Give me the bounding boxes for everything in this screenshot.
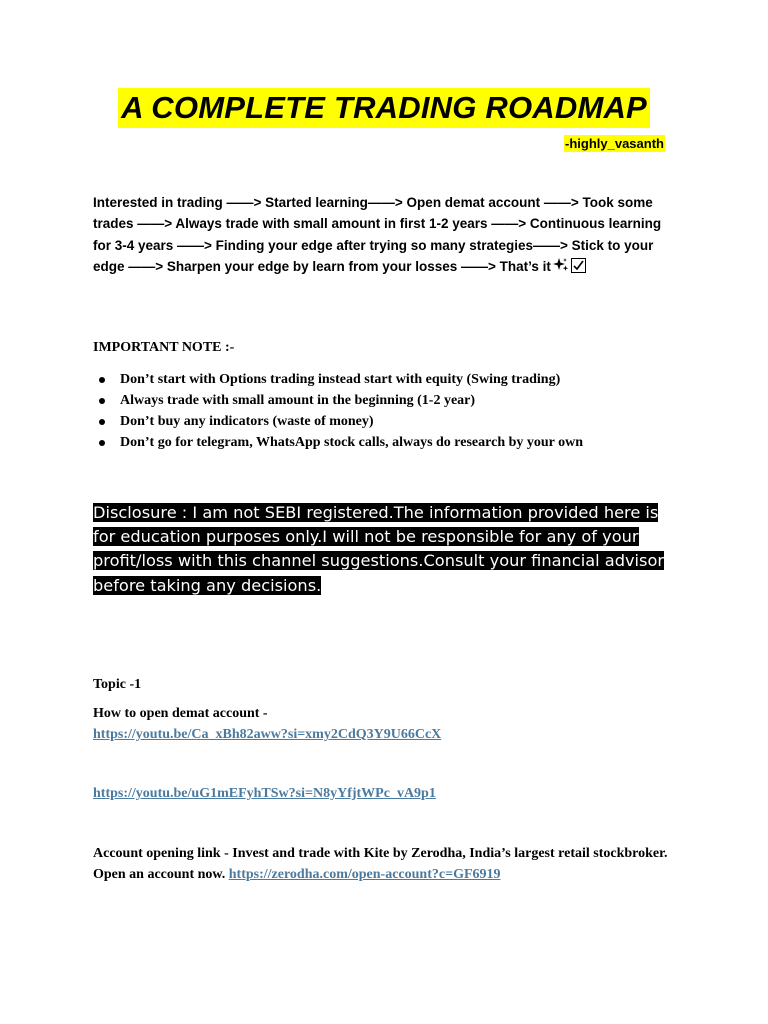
sparkles-icon xyxy=(553,257,569,279)
note-text: Don’t start with Options trading instead start with equity (Swing trading) xyxy=(120,372,561,387)
disclosure-text: Disclosure : I am not SEBI registered.The information provided here is for education purposes only.I will not be responsible for any of your profit/loss with this channel suggestions.Consult your financial advisor before taking any decisions. xyxy=(93,503,665,595)
bullet-icon xyxy=(99,419,105,425)
bullet-icon xyxy=(99,377,105,383)
note-text: Don’t buy any indicators (waste of money) xyxy=(120,414,374,429)
list-item xyxy=(93,432,693,453)
howto-heading: How to open demat account - xyxy=(93,706,268,721)
important-notes-list xyxy=(93,369,693,453)
account-opening-text: Account opening link - Invest and trade with Kite by Zerodha, India’s largest retail stockbroker. Open an account now. xyxy=(93,846,668,882)
zerodha-account-link[interactable]: https://zerodha.com/open-account?c=GF6919 xyxy=(228,866,501,882)
list-item xyxy=(93,411,693,432)
topic-heading: Topic -1 xyxy=(93,677,142,692)
author-label: -highly_vasanth xyxy=(565,136,664,151)
disclosure-block xyxy=(93,501,673,598)
note-text: Always trade with small amount in the beginning (1-2 year) xyxy=(120,393,476,408)
page-title: A COMPLETE TRADING ROADMAP xyxy=(118,88,650,128)
important-note-heading: IMPORTANT NOTE :- xyxy=(93,340,235,355)
youtube-link-1[interactable]: https://youtu.be/Ca_xBh82aww?si=xmy2CdQ3Y9U66CcX xyxy=(93,727,442,742)
roadmap-flow xyxy=(93,192,673,279)
roadmap-flow-text: Interested in trading ——> Started learning——> Open demat account ——> Took some trades ——> Always trade with small amount in first 1-2 years ——> Continuous learning for 3-4 years ——> Finding your edge after trying so many strategies——> Stick to your edge ——> Sharpen your edge by learn from your losses ——> That’s it xyxy=(93,195,662,274)
bullet-icon xyxy=(99,398,105,404)
account-opening-paragraph xyxy=(93,844,693,885)
note-text: Don’t go for telegram, WhatsApp stock calls, always do research by your own xyxy=(120,435,584,450)
title-container xyxy=(0,88,768,128)
youtube-link-2[interactable]: https://youtu.be/uG1mEFyhTSw?si=N8yYfjtWPc_vA9p1 xyxy=(93,786,436,801)
list-item xyxy=(93,390,693,411)
check-box-icon xyxy=(571,258,586,273)
bullet-icon xyxy=(99,440,105,446)
list-item xyxy=(93,369,693,390)
